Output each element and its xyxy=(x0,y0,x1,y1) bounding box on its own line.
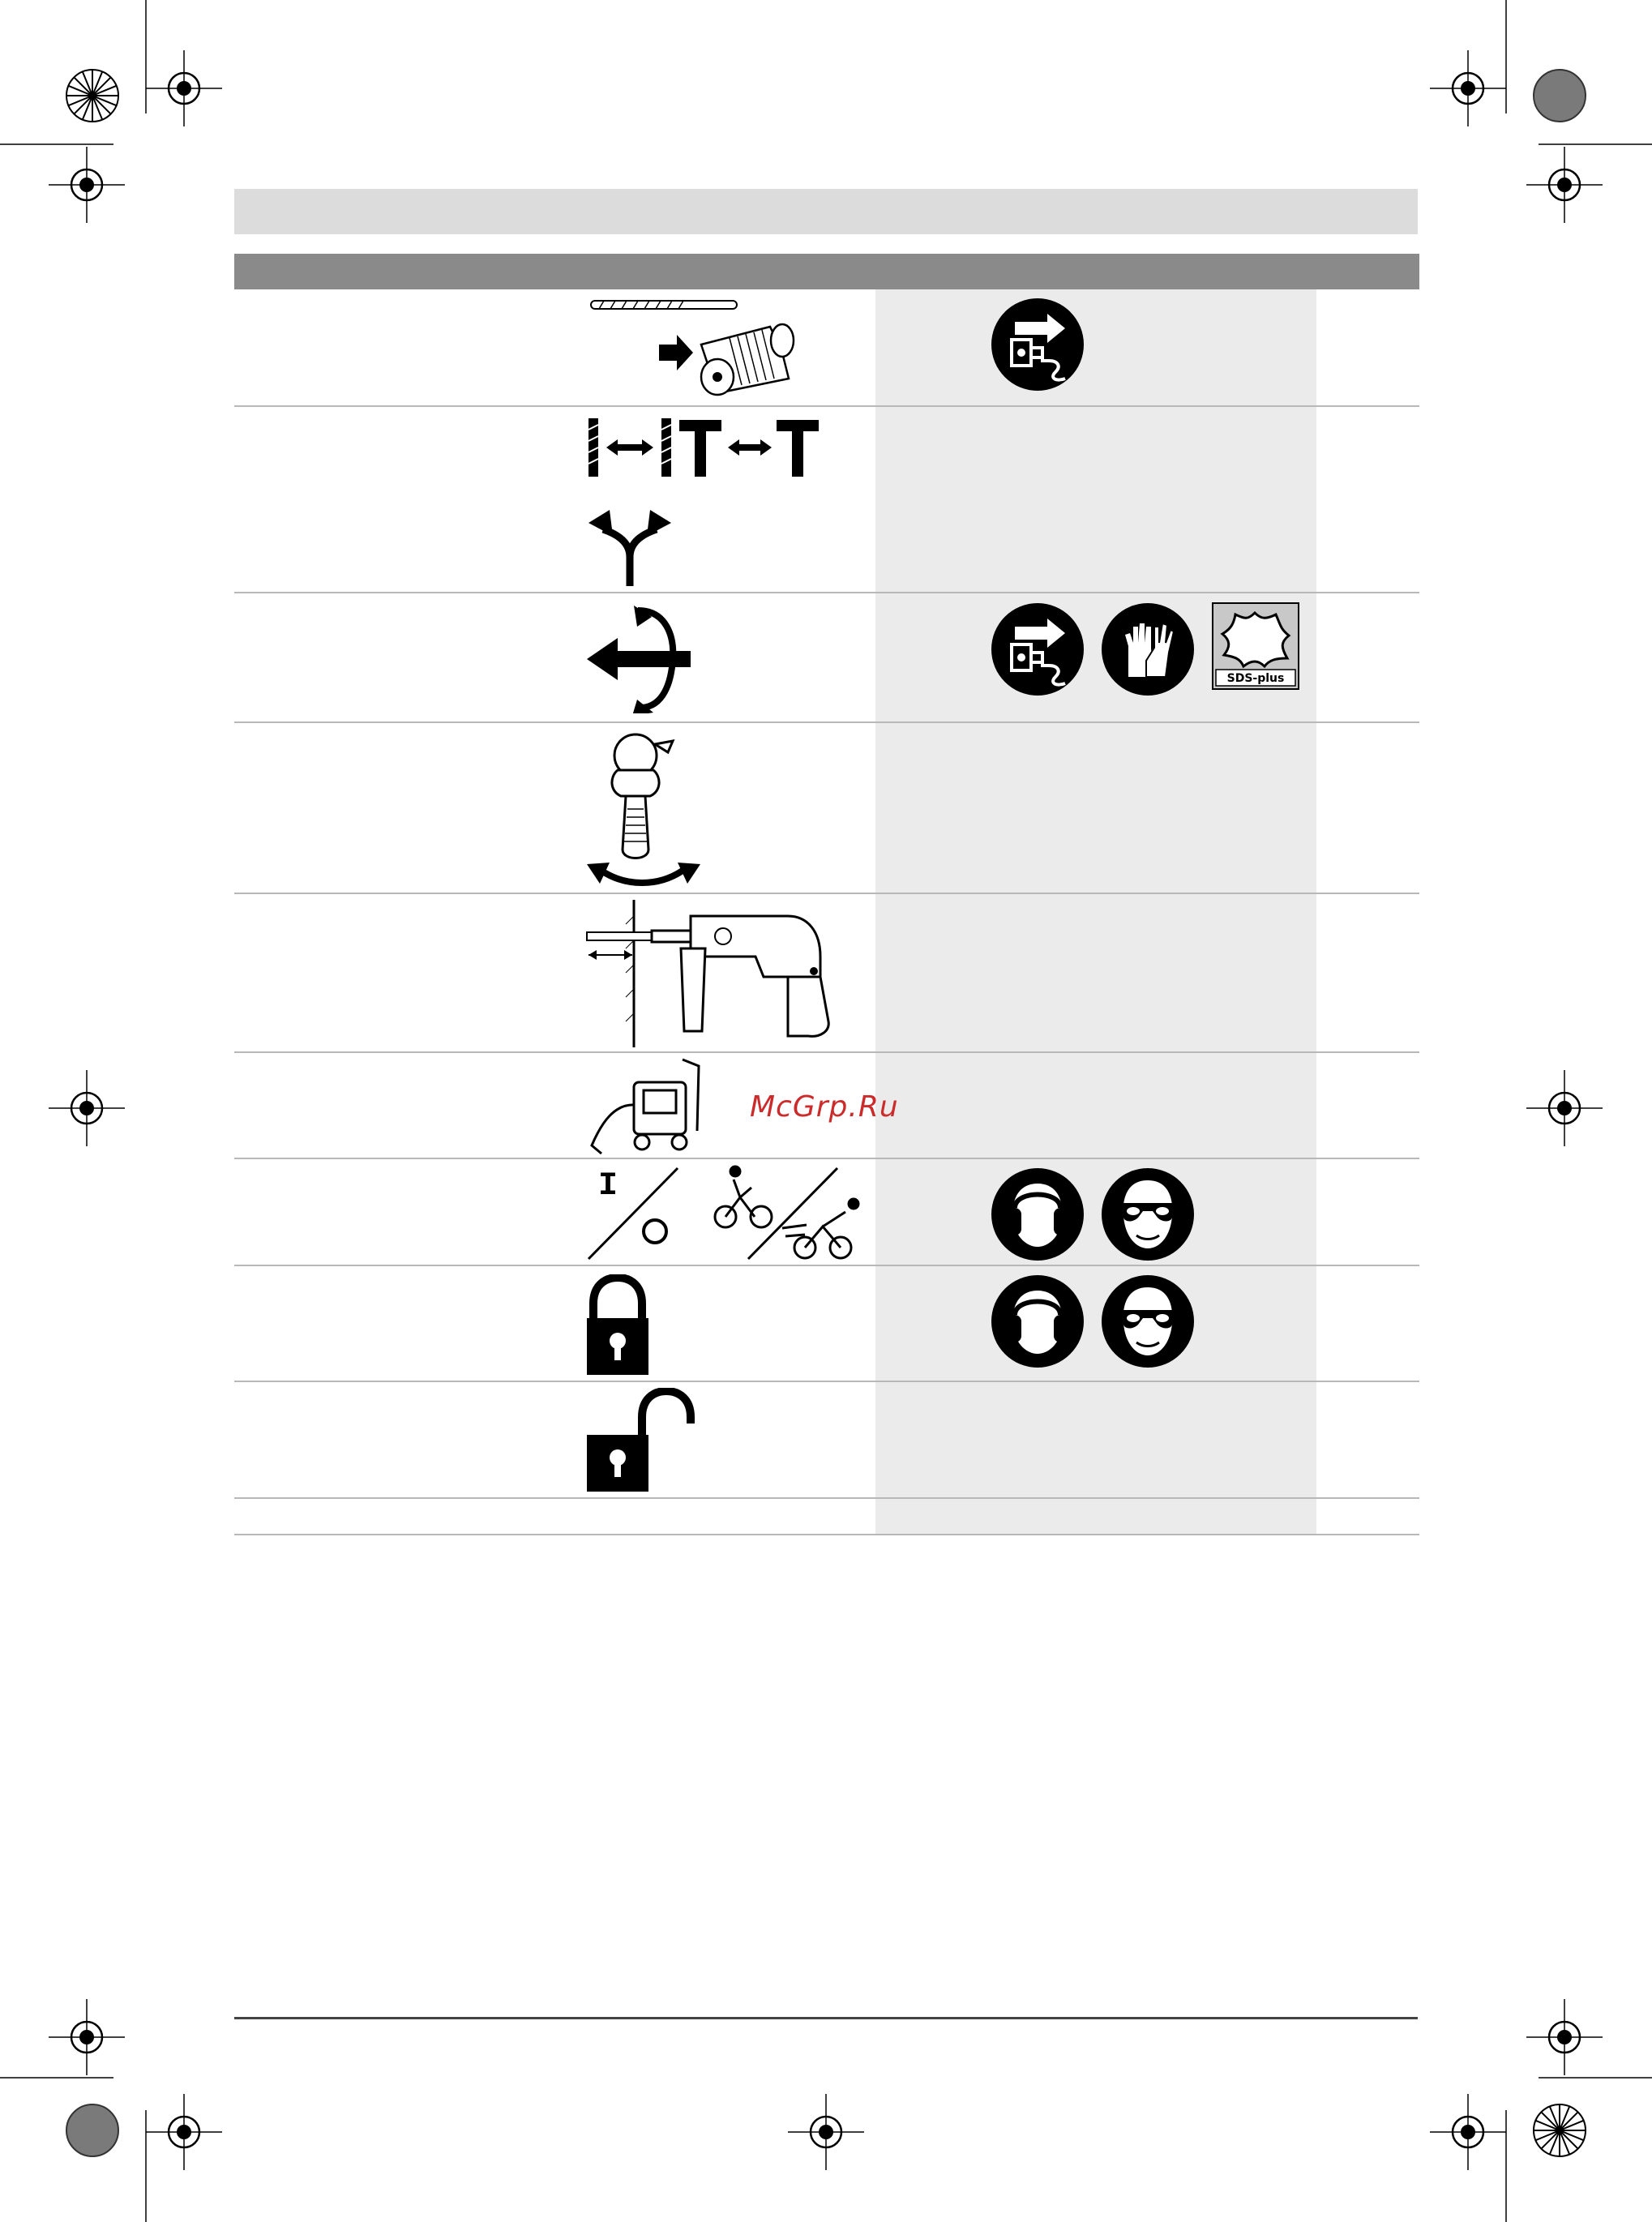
sds-plus-icon xyxy=(1211,602,1300,691)
mandatory-column-background xyxy=(875,289,1316,1534)
speed-cyclist-icon xyxy=(709,1163,871,1262)
dust-extractor-icon xyxy=(585,1058,707,1155)
starburst-wheel-icon xyxy=(65,68,120,123)
row-divider xyxy=(234,1381,1419,1382)
row-divider xyxy=(234,405,1419,407)
registration-target-icon xyxy=(1430,2094,1507,2171)
eye-protection-icon xyxy=(1101,1167,1195,1261)
drill-chuck-icon xyxy=(588,296,823,405)
starburst-wheel-icon xyxy=(1532,2103,1587,2158)
row-divider xyxy=(234,1534,1419,1535)
ear-protection-icon xyxy=(991,1274,1085,1368)
registration-target-icon xyxy=(1526,1999,1603,2076)
registration-target-icon xyxy=(146,50,223,127)
tool-insert-icon xyxy=(585,604,699,713)
unplug-icon xyxy=(991,602,1085,696)
registration-target-icon xyxy=(49,147,126,224)
sds-plus-label: SDS-plus xyxy=(1226,672,1285,685)
gloves-icon xyxy=(1101,602,1195,696)
row-divider xyxy=(234,893,1419,894)
lock-open-icon xyxy=(585,1388,699,1493)
depth-stop-icon xyxy=(585,900,845,1050)
registration-target-icon xyxy=(1430,50,1507,127)
registration-target-icon xyxy=(49,1070,126,1147)
unplug-icon xyxy=(991,298,1085,392)
on-off-switch-icon xyxy=(585,1163,683,1262)
row-divider xyxy=(234,1051,1419,1053)
gray-wheel-icon xyxy=(1532,68,1587,123)
row-divider xyxy=(234,1497,1419,1499)
on-symbol: I xyxy=(597,1168,618,1205)
registration-target-icon xyxy=(49,1999,126,2076)
registration-target-icon xyxy=(146,2094,223,2171)
watermark: McGrp.Ru xyxy=(750,1090,899,1124)
auxiliary-handle-icon xyxy=(585,728,707,890)
row-divider xyxy=(234,1265,1419,1266)
lock-closed-icon xyxy=(585,1274,650,1376)
gray-wheel-icon xyxy=(65,2103,120,2158)
registration-target-icon xyxy=(1526,147,1603,224)
row-divider xyxy=(234,721,1419,723)
row-divider xyxy=(234,592,1419,593)
fork-arrows-icon xyxy=(585,507,674,588)
footer-rule xyxy=(234,2017,1418,2019)
eye-protection-icon xyxy=(1101,1274,1195,1368)
registration-target-icon xyxy=(1526,1070,1603,1147)
row-divider xyxy=(234,1158,1419,1159)
mode-select-icon xyxy=(585,413,828,478)
page-header-bar xyxy=(234,189,1418,234)
ear-protection-icon xyxy=(991,1167,1085,1261)
registration-target-icon xyxy=(788,2094,865,2171)
table-header-bar xyxy=(234,254,1419,289)
